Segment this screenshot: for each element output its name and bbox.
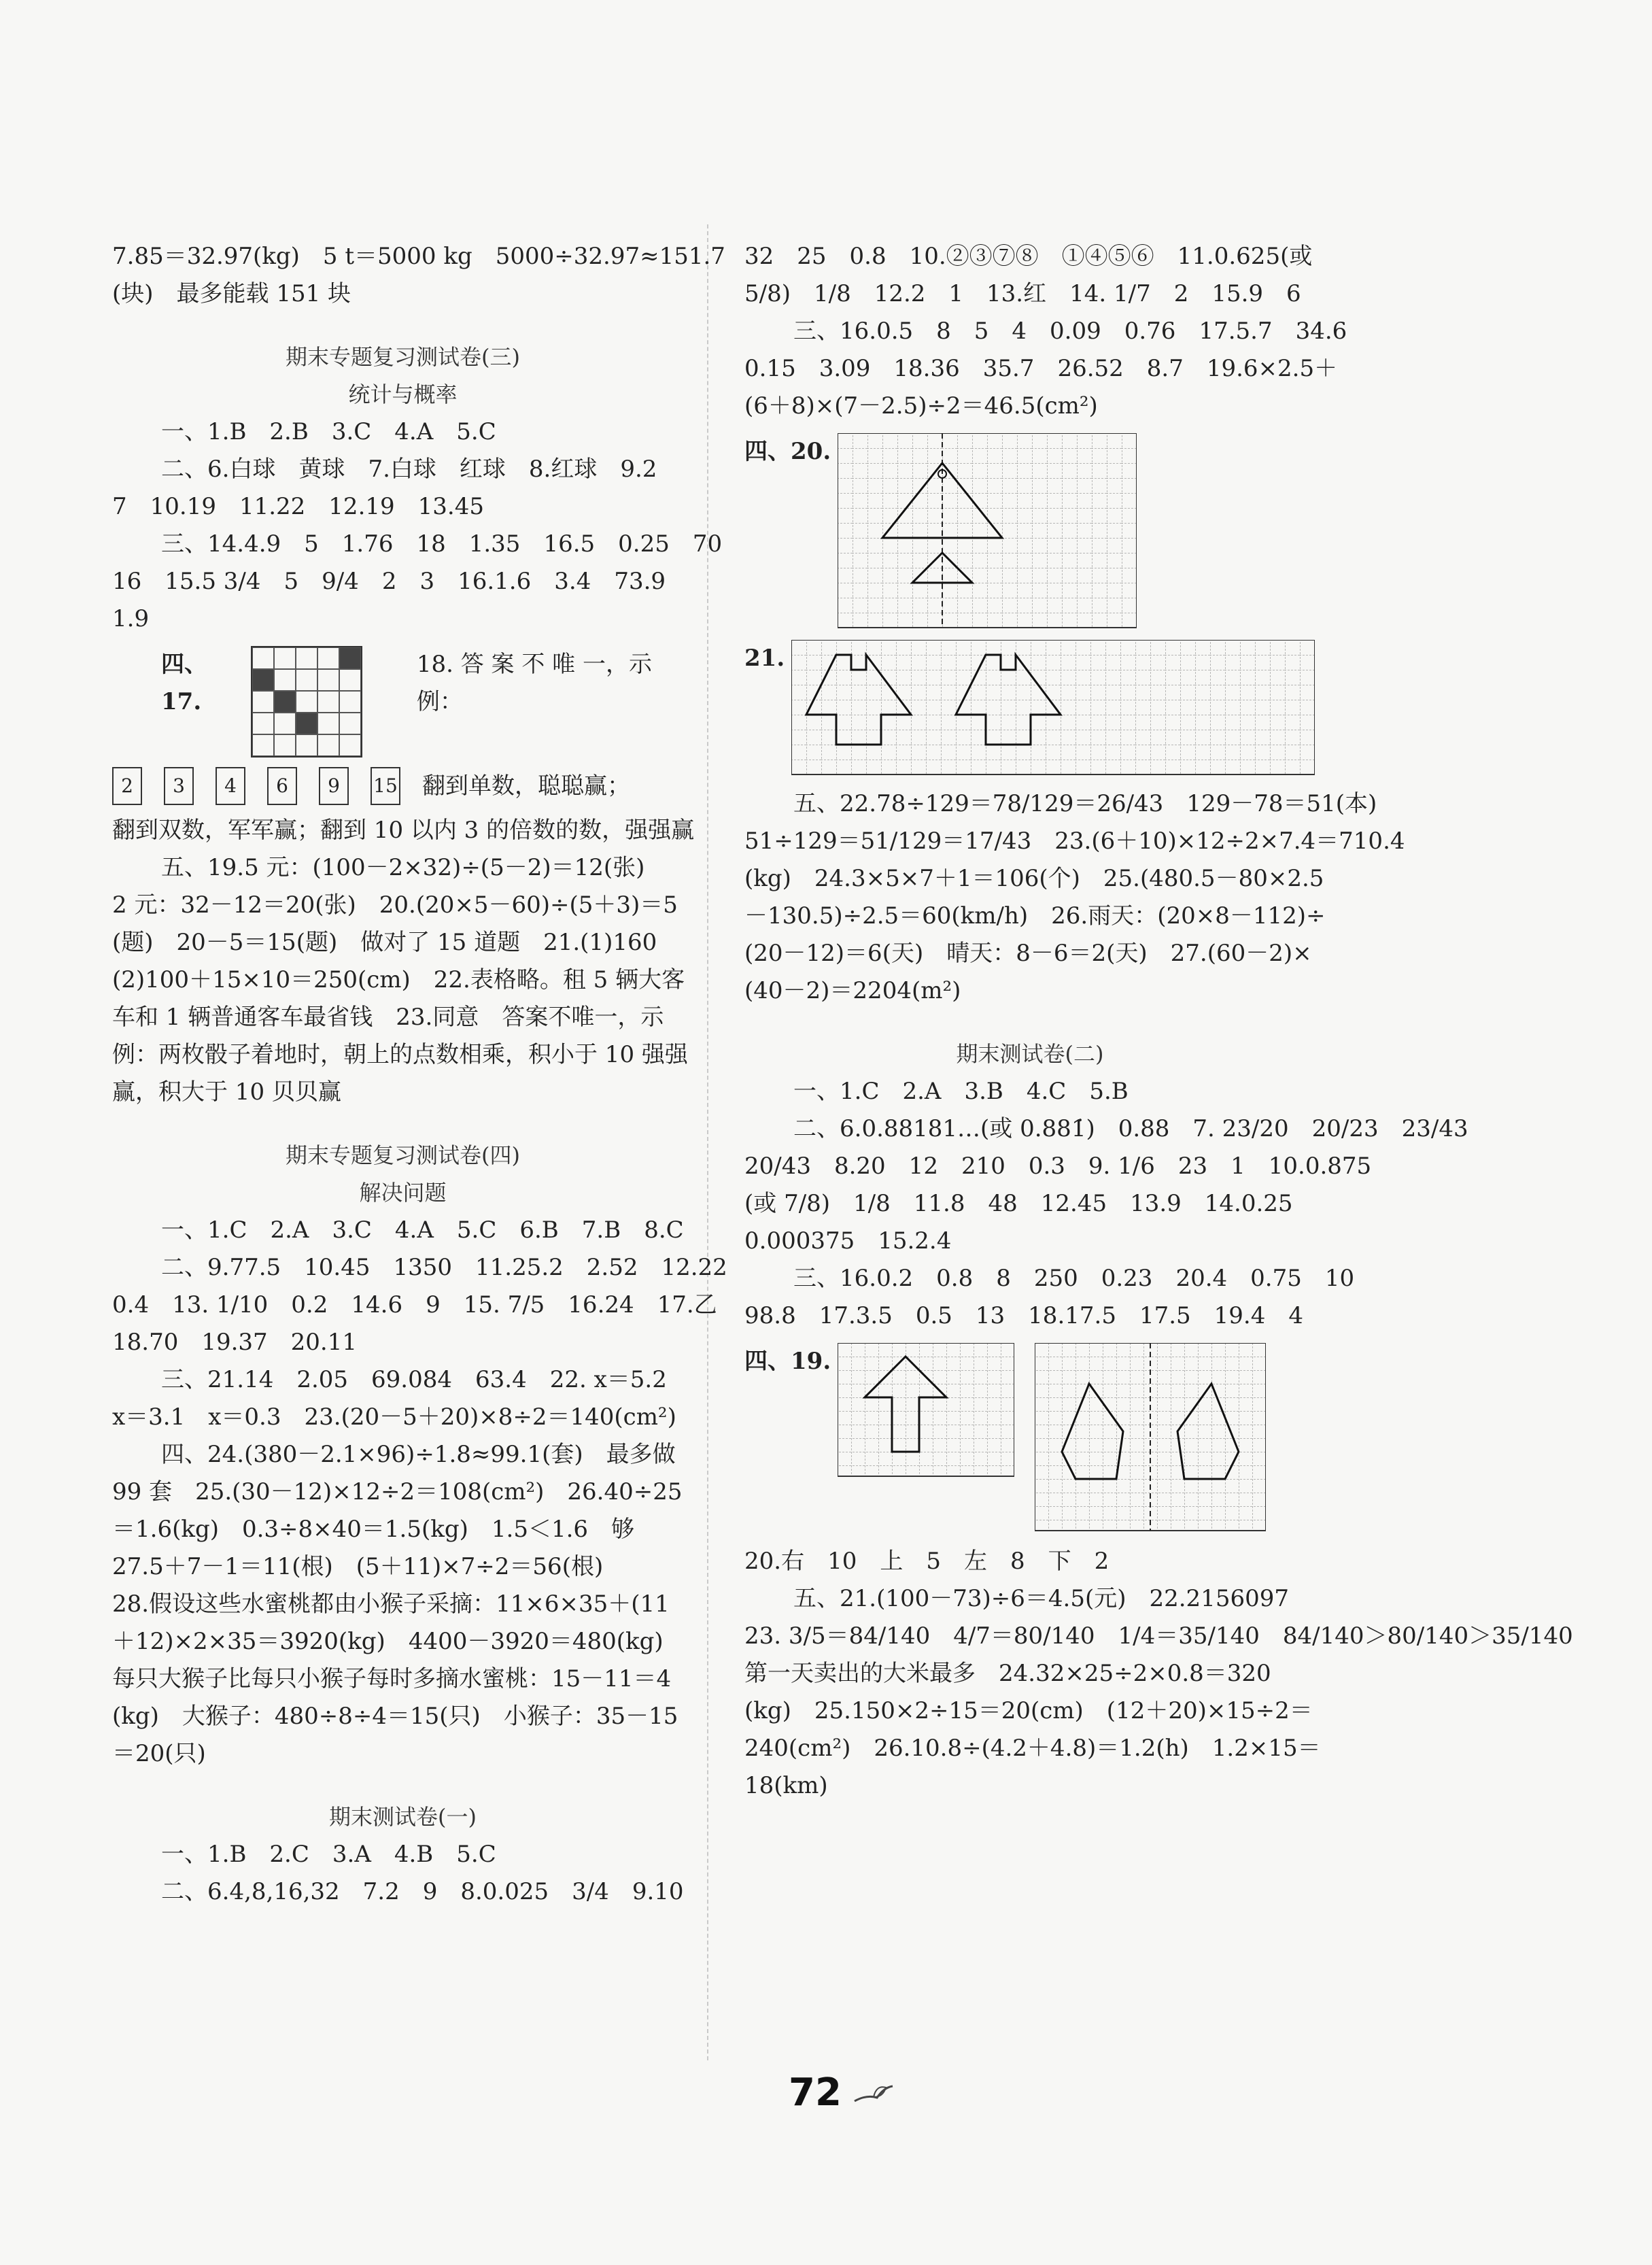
text-line: 2 元：32－12＝20(张) 20.(20×5－60)÷(5＋3)＝5	[112, 891, 678, 919]
leaf-ornament-icon	[853, 2081, 894, 2108]
symmetry-grid-figure	[838, 433, 1137, 630]
section-title: 期末专题复习测试卷(三)	[286, 344, 520, 370]
text-line: (kg) 大猴子：480÷8÷4＝15(只) 小猴子：35－15	[112, 1703, 678, 1730]
text-line: 18.70 19.37 20.11	[112, 1329, 358, 1356]
text-line: (或 7/8) 1/8 11.8 48 12.45 13.9 14.0.25	[744, 1190, 1293, 1217]
text-line: (6＋8)×(7－2.5)÷2＝46.5(cm²)	[744, 392, 1098, 420]
text-line: ＝20(只)	[112, 1740, 206, 1767]
text-line: 例：两枚骰子着地时，朝上的点数相乘，积小于 10 强强	[112, 1041, 688, 1068]
text-line: 98.8 17.3.5 0.5 13 18.17.5 17.5 19.4 4	[744, 1302, 1303, 1329]
text-line: (40－2)＝2204(m²)	[744, 977, 961, 1004]
figure-label: 四、19.	[744, 1348, 831, 1375]
section-subtitle: 解决问题	[359, 1180, 447, 1206]
translation-grid-figure	[791, 640, 1315, 776]
text-line: 1.9	[112, 605, 150, 632]
text-line: 51÷129＝51/129＝17/43 23.(6＋10)×12÷2×7.4＝710.4	[744, 828, 1405, 855]
page-number: 72	[789, 2071, 842, 2115]
text-line: 五、19.5 元：(100－2×32)÷(5－2)＝12(张)	[161, 854, 645, 881]
text-line: 99 套 25.(30－12)×12÷2＝108(cm²) 26.40÷25	[112, 1478, 683, 1505]
text-line: (2)100＋15×10＝250(cm) 22.表格略。租 5 辆大客	[112, 966, 685, 993]
text-line: 18(km)	[744, 1772, 828, 1799]
number-card: 2	[112, 767, 142, 805]
text-line: 20.右 10 上 5 左 8 下 2	[744, 1548, 1109, 1575]
figure-label: 21.	[744, 645, 785, 672]
text-line: 20/43 8.20 12 210 0.3 9. 1/6 23 1 10.0.875	[744, 1153, 1372, 1180]
text-line: 二、6.白球 黄球 7.白球 红球 8.红球 9.2	[161, 456, 657, 483]
text-line: 7.85＝32.97(kg) 5 t＝5000 kg 5000÷32.97≈151.7	[112, 243, 725, 270]
text-line: 23. 3/5＝84/140 4/7＝80/140 1/4＝35/140 84/140＞80/140＞35/140	[744, 1622, 1573, 1650]
left-column	[112, 238, 727, 1911]
reflection-grid-figure	[1035, 1343, 1266, 1533]
text-line: 翻到双数，军军赢；翻到 10 以内 3 的倍数的数，强强赢	[112, 817, 695, 844]
text-line: 每只大猴子比每只小猴子每时多摘水蜜桃：15－11＝4	[112, 1665, 672, 1692]
text-line: 7 10.19 11.22 12.19 13.45	[112, 493, 484, 520]
right-column	[744, 238, 1573, 1805]
text-line: 三、21.14 2.05 69.084 63.4 22. x＝5.2	[161, 1366, 667, 1393]
text-line: 28.假设这些水蜜桃都由小猴子采摘：11×6×35＋(11	[112, 1590, 670, 1618]
figure-label: 四、20.	[744, 438, 831, 465]
figure-label: 四、17.	[161, 651, 207, 715]
text-line: (kg) 24.3×5×7＋1＝106(个) 25.(480.5－80×2.5	[744, 865, 1324, 892]
number-card: 15	[371, 767, 400, 805]
text-line: 赢，积大于 10 贝贝赢	[112, 1078, 341, 1106]
text-line: ＝1.6(kg) 0.3÷8×40＝1.5(kg) 1.5＜1.6 够	[112, 1516, 635, 1543]
text-line: 一、1.B 2.C 3.A 4.B 5.C	[161, 1841, 496, 1868]
text-line: 二、6.4,8,16,32 7.2 9 8.0.025 3/4 9.10	[161, 1878, 684, 1905]
arrow-grid-figure	[838, 1343, 1014, 1479]
text-line: 车和 1 辆普通客车最省钱 23.同意 答案不唯一，示	[112, 1004, 664, 1031]
text-line: －130.5)÷2.5＝60(km/h) 26.雨天：(20×8－112)÷	[744, 902, 1326, 930]
text-line: 二、9.77.5 10.45 1350 11.25.2 2.52 12.22	[161, 1254, 727, 1281]
text-line: 27.5＋7－1＝11(根) (5＋11)×7÷2＝56(根)	[112, 1553, 604, 1580]
text-line: 一、1.C 2.A 3.C 4.A 5.C 6.B 7.B 8.C	[161, 1216, 684, 1244]
text-line: 五、21.(100－73)÷6＝4.5(元) 22.2156097	[793, 1585, 1289, 1612]
text-line: 二、6.0.88181…(或 0.881̇) 0.88 7. 23/20 20/23 23/43	[793, 1115, 1468, 1142]
text-line: 四、24.(380－2.1×96)÷1.8≈99.1(套) 最多做	[161, 1441, 676, 1468]
text-line: 18. 答 案 不 唯 一，示 例：	[416, 651, 652, 715]
text-line: 第一天卖出的大米最多 24.32×25÷2×0.8＝320	[744, 1660, 1271, 1687]
text-line: 三、14.4.9 5 1.76 18 1.35 16.5 0.25 70	[161, 530, 723, 558]
section-title: 期末测试卷(二)	[956, 1041, 1104, 1067]
grid-figure	[251, 646, 362, 757]
number-card: 6	[267, 767, 297, 805]
text-line: (20－12)＝6(天) 晴天：8－6＝2(天) 27.(60－2)×	[744, 940, 1312, 967]
section-subtitle: 统计与概率	[348, 381, 458, 407]
text-line: 五、22.78÷129＝78/129＝26/43 129－78＝51(本)	[793, 790, 1377, 817]
question-20-figure	[744, 433, 1315, 630]
question-17-figure	[112, 646, 693, 757]
number-cards	[112, 767, 693, 805]
text-line: ＋12)×2×35＝3920(kg) 4400－3920＝480(kg)	[112, 1628, 664, 1655]
text-line: (块) 最多能载 151 块	[112, 280, 351, 307]
text-line: 三、16.0.2 0.8 8 250 0.23 20.4 0.75 10	[793, 1265, 1355, 1292]
section-title: 期末专题复习测试卷(四)	[286, 1142, 520, 1168]
number-card: 3	[164, 767, 194, 805]
text-line: 16 15.5 3/4 5 9/4 2 3 16.1.6 3.4 73.9	[112, 568, 666, 595]
text-line: 32 25 0.8 10.②③⑦⑧ ①④⑤⑥ 11.0.625(或	[744, 243, 1313, 270]
column-divider	[707, 224, 708, 2060]
section-title: 期末测试卷(一)	[329, 1804, 477, 1830]
text-line: 0.000375 15.2.4	[744, 1227, 952, 1255]
text-line: x＝3.1 x＝0.3 23.(20－5＋20)×8÷2＝140(cm²)	[112, 1403, 676, 1431]
text-line: 一、1.B 2.B 3.C 4.A 5.C	[161, 418, 496, 445]
text-line: 5/8) 1/8 12.2 1 13.红 14. 1/7 2 15.9 6	[744, 280, 1301, 307]
text-line: (kg) 25.150×2÷15＝20(cm) (12＋20)×15÷2＝	[744, 1697, 1313, 1724]
number-card: 9	[319, 767, 349, 805]
text-line: (题) 20－5＝15(题) 做对了 15 道题 21.(1)160	[112, 929, 657, 956]
text-line: 0.15 3.09 18.36 35.7 26.52 8.7 19.6×2.5＋	[744, 355, 1338, 382]
text-line: 240(cm²) 26.10.8÷(4.2＋4.8)＝1.2(h) 1.2×15＝	[744, 1735, 1321, 1762]
question-21-figure	[744, 640, 1315, 776]
text-line: 翻到单数，聪聪赢；	[422, 772, 630, 800]
text-line: 三、16.0.5 8 5 4 0.09 0.76 17.5.7 34.6	[793, 318, 1347, 345]
number-card: 4	[216, 767, 245, 805]
text-line: 一、1.C 2.A 3.B 4.C 5.B	[793, 1078, 1129, 1105]
question-19-figure	[744, 1343, 1315, 1533]
text-line: 0.4 13. 1/10 0.2 14.6 9 15. 7/5 16.24 17.乙	[112, 1291, 717, 1318]
